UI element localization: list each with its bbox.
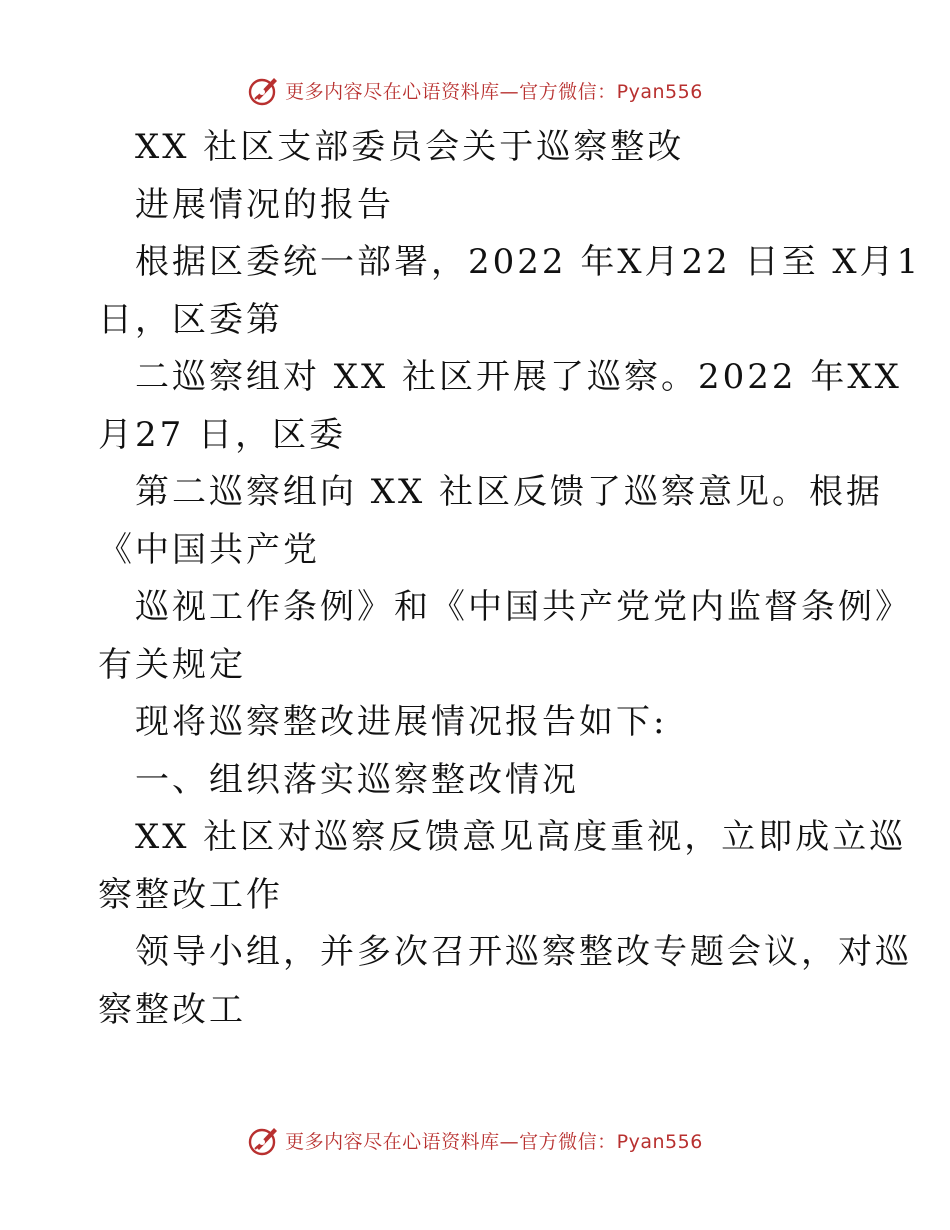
footer-watermark: [0, 1120, 950, 1160]
document-line: 日，区委第: [98, 299, 283, 340]
document-line: XX 社区支部委员会关于巡察整改: [135, 127, 685, 167]
header-watermark: [0, 70, 950, 110]
quill-logo-icon: [247, 73, 281, 107]
document-line: 《中国共产党: [98, 529, 320, 570]
quill-logo-icon: [247, 1123, 281, 1157]
document-line: 月27 日，区委: [98, 414, 347, 455]
document-line: 根据区委统一部署，2022 年X月22 日至 X月1: [135, 242, 922, 282]
document-line: 进展情况的报告: [135, 184, 394, 225]
document-line: 领导小组，并多次召开巡察整改专题会议，对巡: [135, 932, 912, 972]
watermark-text: 更多内容尽在心语资料库—官方微信：Pyan556: [285, 1130, 703, 1153]
document-line: 一、组织落实巡察整改情况: [135, 759, 579, 800]
document-line: 察整改工作: [98, 874, 283, 915]
watermark-text: 更多内容尽在心语资料库—官方微信：Pyan556: [285, 80, 703, 103]
document-line: 现将巡察整改进展情况报告如下:: [135, 702, 668, 742]
document-line: XX 社区对巡察反馈意见高度重视，立即成立巡: [135, 817, 907, 857]
document-line: 察整改工: [98, 989, 246, 1030]
document-line: 第二巡察组向 XX 社区反馈了巡察意见。根据: [135, 472, 884, 512]
document-line: 有关规定: [98, 644, 246, 685]
document-line: 二巡察组对 XX 社区开展了巡察。2022 年XX: [135, 357, 902, 397]
document-line: 巡视工作条例》和《中国共产党党内监督条例》: [135, 587, 912, 627]
